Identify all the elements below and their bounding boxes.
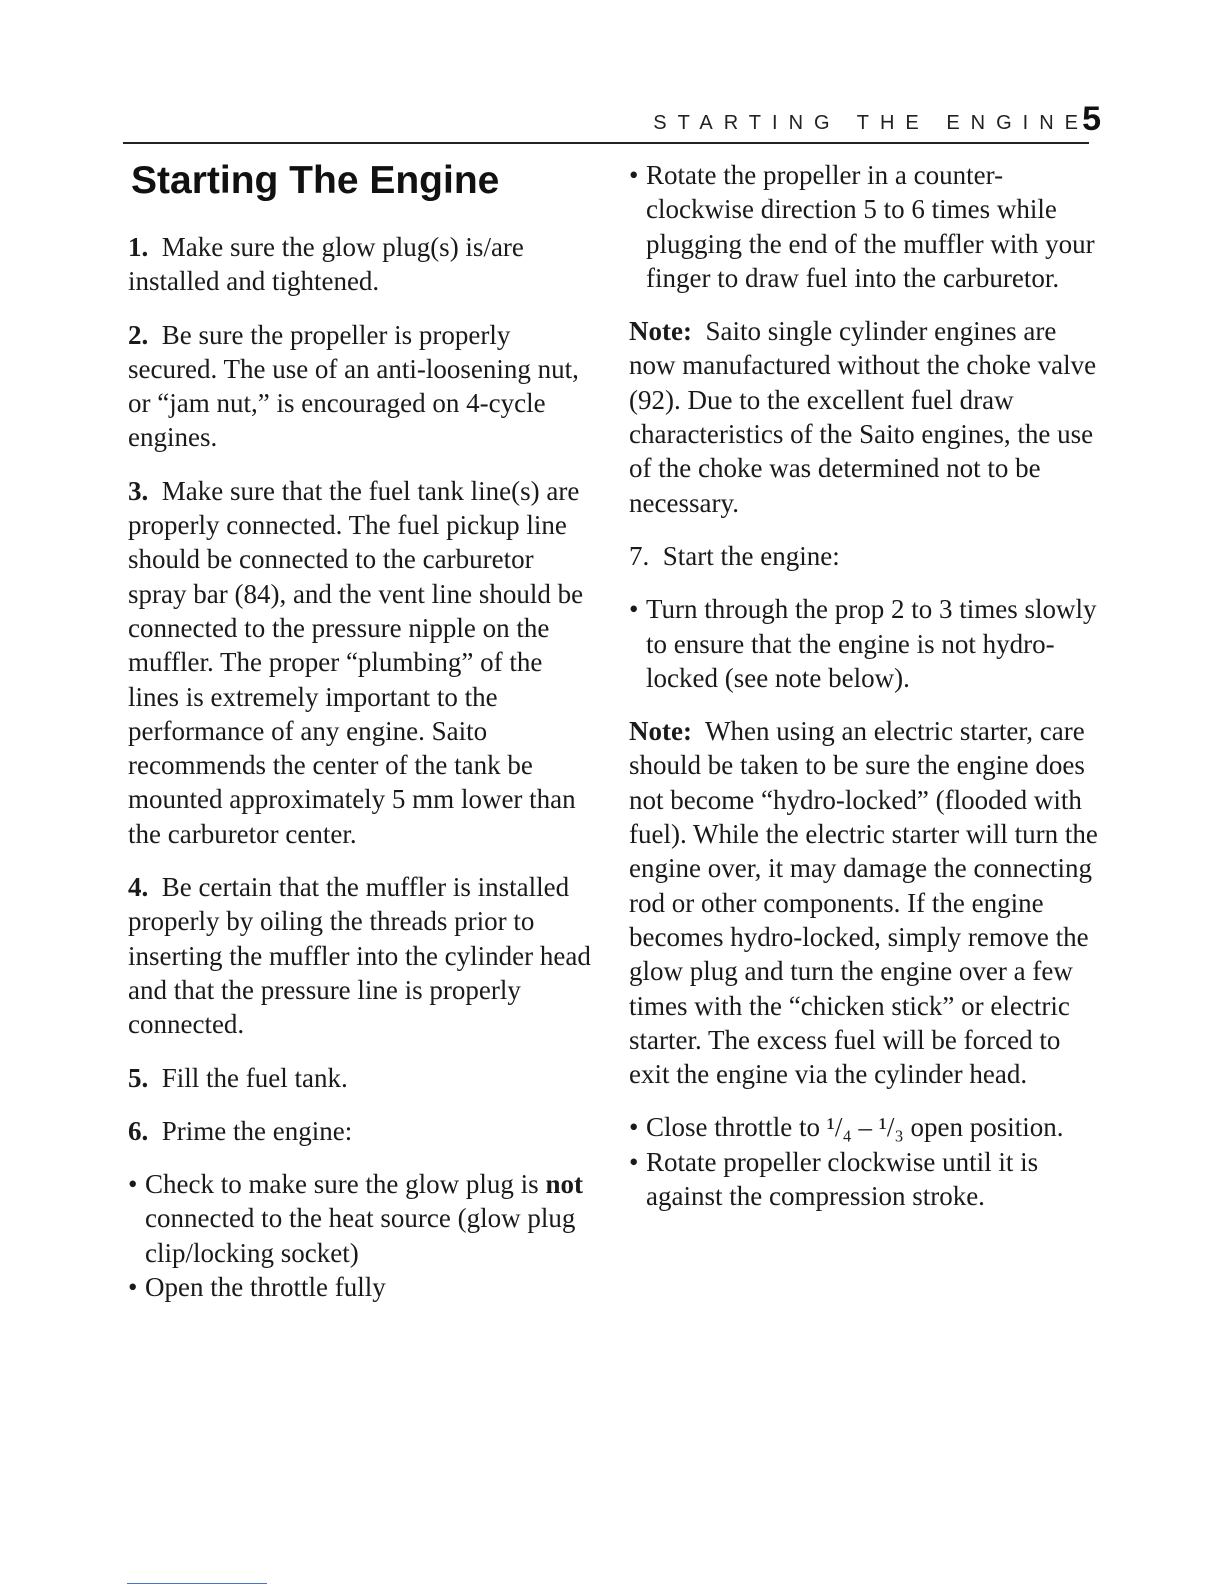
step-number: 6. — [128, 1115, 149, 1146]
step-text: Make sure that the fuel tank line(s) are properly connected. The fuel pickup line should be connected to the carburetor spray bar (84), and the vent line should be connected to the pressure nipple on the muffler. The proper “plumbing” of the lines is extremely important to the performance of any engine. Saito recommends the center of the tank be mounted approximately 5 mm lower than the carburetor center. — [128, 475, 584, 849]
step-text: Make sure the glow plug(s) is/are installed and tightened. — [128, 232, 524, 297]
step-number: 5. — [128, 1062, 149, 1093]
note-label: Note: — [629, 316, 692, 347]
step-text: Be sure the propeller is properly secured. The use of an anti-loosening nut, or “jam nut,” is encouraged on 4-cycle engines. — [128, 319, 579, 453]
step-text: Fill the fuel tank. — [161, 1062, 348, 1093]
page-number: 5 — [1082, 100, 1101, 138]
rotate-bullets — [629, 158, 1099, 295]
step-number: 7. — [629, 540, 650, 571]
running-head: STARTING THE ENGINE — [653, 112, 1089, 134]
step-number: 4. — [128, 872, 149, 903]
bullet-rotate-counterclockwise: • Rotate the propeller in a counter-clockwise direction 5 to 6 times while plugging the end of the muffler with your finger to draw fuel into the carburetor. — [629, 158, 1099, 295]
step-4 — [128, 870, 598, 1041]
left-column — [128, 158, 598, 1323]
step-7 — [629, 539, 1099, 573]
step-text: Start the engine: — [662, 540, 840, 571]
bullet-close-throttle: • Close throttle to ¹/₄ – ¹/₃ open position. — [629, 1110, 1099, 1144]
bullet-open-throttle: • Open the throttle fully — [128, 1270, 598, 1304]
note-label: Note: — [629, 716, 692, 747]
step-number: 1. — [128, 232, 149, 262]
bullet-turn-prop: • Turn through the prop 2 to 3 times slowly to ensure that the engine is not hydro-locked (see note below). — [629, 592, 1099, 695]
final-bullets — [629, 1110, 1099, 1213]
header-rule — [123, 142, 1089, 144]
step-number: 3. — [128, 475, 149, 506]
note-text: When using an electric starter, care should be taken to be sure the engine does not become “hydro-locked” (flooded with fuel). While the electric starter will turn the engine over, it may damage the connecting rod or other components. If the engine becomes hydro-locked, simply remove the glow plug and turn the engine over a few times with the “chicken stick” or electric starter. The excess fuel will be forced to exit the engine via the cylinder head. — [629, 716, 1098, 1090]
step-text: Be certain that the muffler is installed properly by oiling the threads prior to inserting the muffler into the cylinder head and that the pressure line is properly connected. — [128, 872, 591, 1040]
note-hydro-lock — [629, 714, 1099, 1091]
step-5 — [128, 1061, 598, 1095]
bullet-check-glow-plug: • Check to make sure the glow plug is not connected to the heat source (glow plug clip/locking socket) — [128, 1167, 598, 1270]
note-text: Saito single cylinder engines are now manufactured without the choke valve (92). Due to the excellent fuel draw characteristics of the Saito engines, the use of the choke was determined not to be necessary. — [629, 316, 1097, 518]
footer-link-underline — [127, 1583, 267, 1584]
step-text: Prime the engine: — [161, 1115, 353, 1146]
step-number: 2. — [128, 319, 149, 350]
page-title: Starting The Engine — [131, 159, 500, 202]
step-3 — [128, 474, 598, 851]
bullet-rotate-clockwise: • Rotate propeller clockwise until it is against the compression stroke. — [629, 1145, 1099, 1214]
note-choke — [629, 314, 1099, 520]
prime-bullets — [128, 1167, 598, 1304]
emphasis-not: not — [545, 1169, 583, 1200]
start-bullets — [629, 592, 1099, 695]
step-6 — [128, 1114, 598, 1148]
right-column — [629, 158, 1099, 1232]
step-1 — [128, 230, 598, 299]
step-2 — [128, 318, 598, 455]
